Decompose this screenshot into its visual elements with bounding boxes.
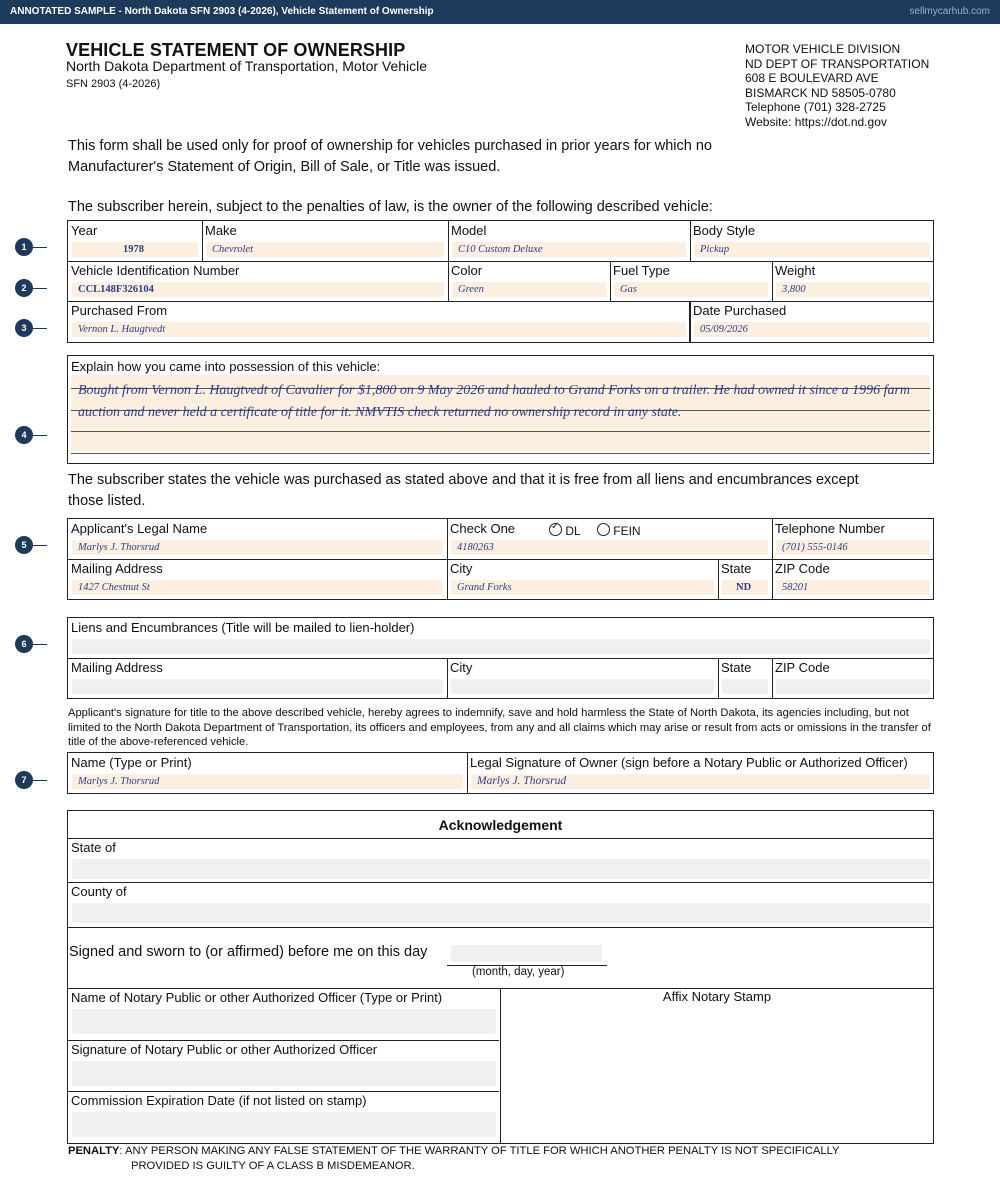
fein-radio[interactable] <box>597 523 610 536</box>
banner-site: sellmycarhub.com <box>909 6 990 17</box>
year-label: Year <box>71 223 98 238</box>
color-field[interactable] <box>448 261 610 301</box>
check-one-label: Check One <box>450 521 516 536</box>
lienholder-city-label: City <box>450 660 473 675</box>
owner-signature-value: Marlys J. Thorsrud <box>477 775 567 787</box>
form-subtitle: North Dakota Department of Transportation, Motor Vehicle <box>66 58 428 74</box>
applicant-address-label: Mailing Address <box>71 561 163 576</box>
marker-line <box>33 780 47 781</box>
vin-value: CCL148F326104 <box>78 284 154 295</box>
penalty-label: PENALTY <box>68 1145 120 1157</box>
purpose-line-1: This form shall be used only for proof of ownership for vehicles purchased in prior years for which no <box>68 138 712 154</box>
ack-state-label: State of <box>71 840 116 855</box>
lienholder-address-label: Mailing Address <box>71 660 163 675</box>
lienholder-zip-field[interactable] <box>772 658 934 698</box>
penalty-notice <box>68 1144 948 1173</box>
year-field[interactable] <box>68 221 202 261</box>
liens-statement <box>68 470 938 512</box>
vin-label: Vehicle Identification Number <box>71 263 240 278</box>
lienholder-name-field[interactable] <box>68 618 934 658</box>
purchased-from-field[interactable] <box>68 301 690 342</box>
applicant-city-label: City <box>450 561 473 576</box>
fein-label: FEIN <box>613 524 641 538</box>
agency-line: 608 E BOULEVARD AVE <box>745 71 879 86</box>
applicant-state-value: ND <box>736 582 752 593</box>
date-purchased-field[interactable] <box>690 301 934 342</box>
possession-value: Bought from Vernon L. Haugtvedt of Cavalier for $1,800 on 9 May 2026 and hauled to Grand Forks on a trailer. He had owned it since a 1996 farm auction and never held a certificate of title for it. NMVTIS check returned no ownership record in any state. <box>78 383 911 420</box>
ownership-statement: The subscriber herein, subject to the penalties of law, is the owner of the following described vehicle: <box>68 199 713 215</box>
applicant-name-field[interactable] <box>68 519 447 559</box>
owner-signature-label: Legal Signature of Owner (sign before a Notary Public or Authorized Officer) <box>470 755 908 770</box>
agency-line: Website: https://dot.nd.gov <box>745 114 887 129</box>
marker-line <box>33 644 47 645</box>
lienholder-state-field[interactable] <box>718 658 772 698</box>
lienholder-address-field[interactable] <box>68 658 447 698</box>
banner-title: ANNOTATED SAMPLE - North Dakota SFN 2903 (4-2026), Vehicle Statement of Ownership <box>10 6 434 17</box>
agency-line: Telephone (701) 328-2725 <box>745 100 886 115</box>
owner-name-field[interactable] <box>68 753 467 793</box>
lienholder-label: Liens and Encumbrances (Title will be mailed to lien-holder) <box>71 620 415 635</box>
notary-name-field[interactable] <box>68 988 500 1040</box>
marker-line <box>33 545 47 546</box>
phone-label: Telephone Number <box>775 521 885 536</box>
marker-4: 4 <box>15 426 33 444</box>
phone-field[interactable] <box>772 519 934 559</box>
possession-section[interactable] <box>67 355 934 464</box>
lienholder-city-field[interactable] <box>447 658 718 698</box>
liens-statement-line-2: those listed. <box>68 493 146 509</box>
color-value: Green <box>458 284 484 295</box>
applicant-zip-value: 58201 <box>782 582 809 593</box>
applicant-state-field[interactable] <box>718 559 772 599</box>
stamp-label: Affix Notary Stamp <box>662 989 772 1004</box>
vehicle-section <box>67 220 934 343</box>
make-label: Make <box>205 223 237 238</box>
agency-line: MOTOR VEHICLE DIVISION <box>745 42 901 56</box>
marker-1: 1 <box>15 238 33 256</box>
applicant-name-value: Marlys J. Thorsrud <box>78 542 160 553</box>
body-style-field[interactable] <box>690 221 934 261</box>
year-value: 1978 <box>123 244 144 255</box>
model-label: Model <box>451 223 487 238</box>
model-value: C10 Custom Deluxe <box>458 244 543 255</box>
marker-6: 6 <box>15 635 33 653</box>
model-field[interactable] <box>448 221 690 261</box>
make-value: Chevrolet <box>212 244 254 255</box>
dl-label: DL <box>565 524 581 538</box>
weight-field[interactable] <box>772 261 934 301</box>
applicant-name-label: Applicant's Legal Name <box>71 521 208 536</box>
agency-line: ND DEPT OF TRANSPORTATION <box>745 56 930 71</box>
marker-3: 3 <box>15 319 33 337</box>
penalty-text-2: PROVIDED IS GUILTY OF A CLASS B MISDEMEANOR. <box>131 1159 415 1172</box>
notary-signature-label: Signature of Notary Public or other Authorized Officer <box>71 1042 378 1057</box>
signature-section <box>67 752 934 794</box>
form-title: VEHICLE STATEMENT OF OWNERSHIP <box>66 40 406 60</box>
possession-label: Explain how you came into possession of this vehicle: <box>71 359 381 374</box>
marker-5: 5 <box>15 536 33 554</box>
commission-date-label: Commission Expiration Date (if not listed on stamp) <box>71 1093 367 1108</box>
notary-stamp-area <box>500 988 934 1143</box>
applicant-state-label: State <box>721 561 752 576</box>
applicant-address-field[interactable] <box>68 559 447 599</box>
weight-label: Weight <box>775 263 816 278</box>
marker-7: 7 <box>15 771 33 789</box>
liens-statement-line-1: The subscriber states the vehicle was purchased as stated above and that it is free from all liens and encumbrances except <box>68 472 859 488</box>
dl-radio[interactable] <box>549 523 562 536</box>
marker-line <box>33 288 47 289</box>
purpose-text <box>68 136 712 178</box>
id-field[interactable] <box>447 519 772 559</box>
id-number-value: 4180263 <box>457 542 494 553</box>
applicant-address-value: 1427 Chestnut St <box>78 582 150 593</box>
acknowledgement-section <box>67 810 934 1144</box>
make-field[interactable] <box>202 221 448 261</box>
acknowledgement-title: Acknowledgement <box>438 817 563 833</box>
agency-line: BISMARCK ND 58505-0780 <box>745 85 896 100</box>
applicant-city-field[interactable] <box>447 559 718 599</box>
notary-signature-field[interactable] <box>68 1040 500 1091</box>
lienholder-section <box>67 617 934 699</box>
lienholder-state-label: State <box>721 660 752 675</box>
sworn-date-input[interactable] <box>451 945 602 962</box>
date-purchased-value: 05/09/2026 <box>700 324 748 335</box>
indemnity-notice: Applicant's signature for title to the above described vehicle, hereby agrees to indemnify, save and hold harmless the State of North Dakota, its agencies including, but not limited to the North Dakota Department of Transportation, its officers and employees, from any and all claims which may arise or result from acts or omissions in the transfer of title of the above-referenced vehicle. <box>68 707 931 749</box>
marker-2: 2 <box>15 279 33 297</box>
date-purchased-label: Date Purchased <box>693 303 787 318</box>
applicant-zip-field[interactable] <box>772 559 934 599</box>
marker-line <box>33 435 47 436</box>
purchased-from-label: Purchased From <box>71 303 168 318</box>
purpose-line-2: Manufacturer's Statement of Origin, Bill of Sale, or Title was issued. <box>68 159 501 175</box>
body-style-label: Body Style <box>693 223 756 238</box>
ack-county-label: County of <box>71 884 127 899</box>
applicant-zip-label: ZIP Code <box>775 561 830 576</box>
lienholder-zip-label: ZIP Code <box>775 660 830 675</box>
phone-value: (701) 555-0146 <box>782 542 848 553</box>
vin-field[interactable] <box>68 261 448 301</box>
fuel-type-value: Gas <box>620 284 637 295</box>
ack-county-field[interactable] <box>68 882 934 927</box>
owner-name-value: Marlys J. Thorsrud <box>78 776 160 787</box>
annotation-banner <box>0 0 1000 24</box>
penalty-text-1: : ANY PERSON MAKING ANY FALSE STATEMENT OF THE WARRANTY OF TITLE FOR WHICH ANOTHER PENALTY IS NOT SPECIFICALLY <box>119 1145 840 1157</box>
agency-address <box>745 42 929 130</box>
applicant-city-value: Grand Forks <box>457 582 512 593</box>
owner-signature-field[interactable] <box>467 753 934 793</box>
marker-line <box>33 328 47 329</box>
body-style-value: Pickup <box>700 244 730 255</box>
commission-date-field[interactable] <box>68 1091 500 1143</box>
form-number: SFN 2903 (4-2026) <box>66 78 161 90</box>
sworn-label: Signed and sworn to (or affirmed) before me on this day <box>69 944 428 960</box>
date-caption: (month, day, year) <box>472 966 565 978</box>
notary-name-label: Name of Notary Public or other Authorized Officer (Type or Print) <box>71 990 443 1005</box>
color-label: Color <box>451 263 483 278</box>
fuel-type-label: Fuel Type <box>613 263 670 278</box>
applicant-section <box>67 518 934 600</box>
purchased-from-value: Vernon L. Haugtvedt <box>78 324 166 335</box>
ack-state-field[interactable] <box>68 838 934 882</box>
weight-value: 3,800 <box>782 284 806 295</box>
id-type-options <box>549 523 641 538</box>
fuel-type-field[interactable] <box>610 261 772 301</box>
marker-line <box>33 247 47 248</box>
owner-name-label: Name (Type or Print) <box>71 755 192 770</box>
ack-sworn-field <box>68 927 934 988</box>
